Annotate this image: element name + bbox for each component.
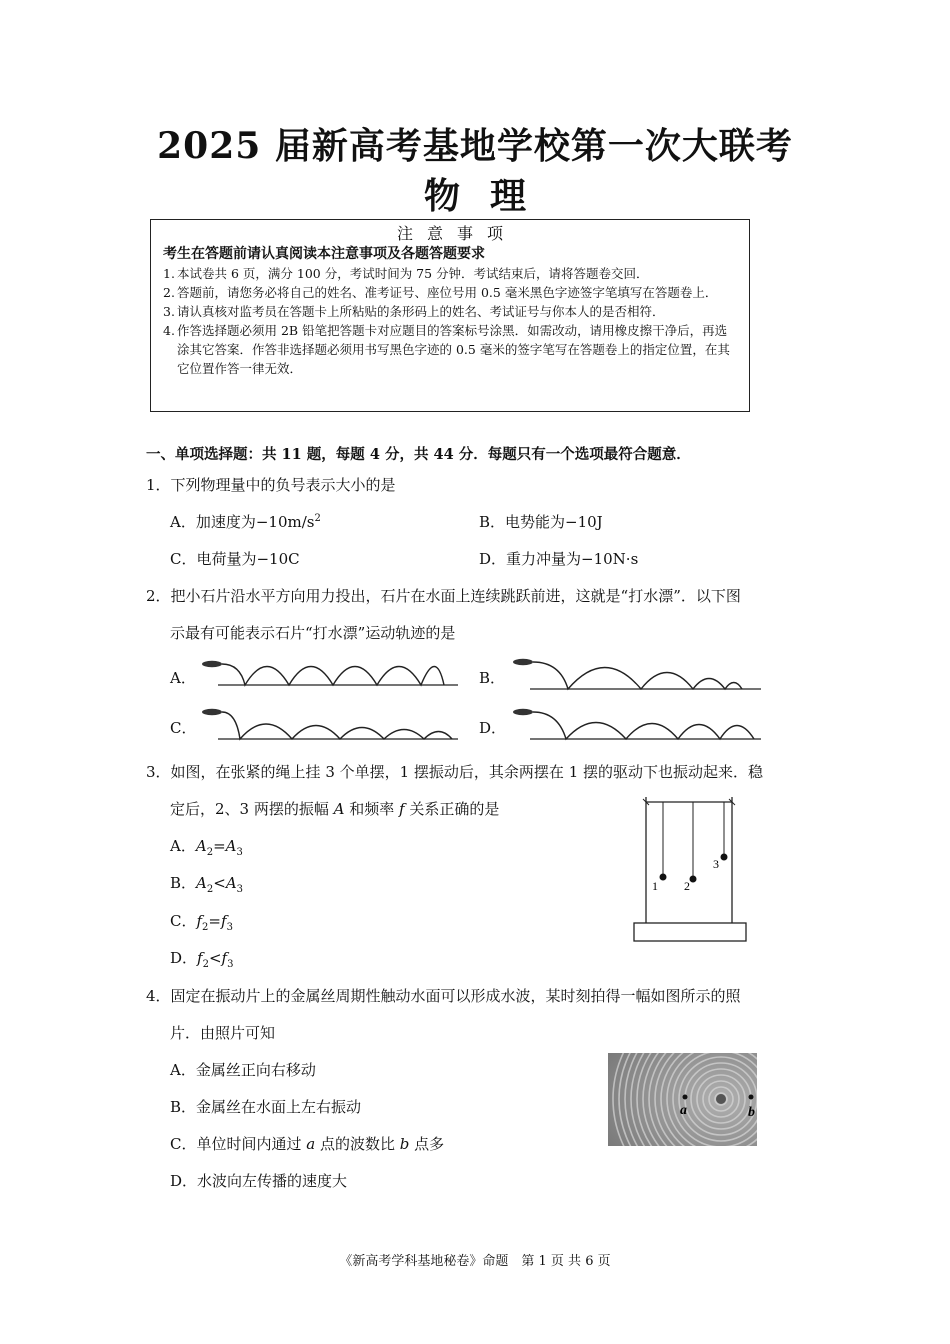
variable: A <box>333 800 345 818</box>
question-3-option-b <box>170 872 243 895</box>
question-3-option-d <box>170 947 233 970</box>
question-1-option-c: C．电荷量为−10C <box>170 550 300 568</box>
trajectory-diagram-d <box>508 706 763 742</box>
operator: = <box>208 912 221 930</box>
notice-item-number: 1. <box>163 266 175 281</box>
option-label: C． <box>170 912 197 930</box>
question-2-option-c: C． <box>170 719 197 737</box>
page-title: 2025 届新高考基地学校第一次大联考 <box>157 125 793 167</box>
stem-text: 关系正确的是 <box>404 800 500 818</box>
question-4-option-d: D．水波向左传播的速度大 <box>170 1172 348 1190</box>
subscript: 2 <box>206 884 214 895</box>
question-2-option-a: A． <box>170 669 196 687</box>
notice-heading: 注意事项 <box>396 224 517 243</box>
subscript: 3 <box>226 922 233 933</box>
question-2-option-d: D． <box>479 719 507 737</box>
question-3-option-c <box>170 910 233 933</box>
pendulum-diagram <box>630 797 755 945</box>
notice-item-number: 4. <box>163 323 175 338</box>
point-label-b: b <box>748 1105 755 1120</box>
notice-box <box>150 219 750 412</box>
notice-item-text: 作答选择题必须用 2B 铅笔把答题卡对应题目的答案标号涂黑．如需改动，请用橡皮擦干净后，再选涂其它答案．作答非选择题必须用书写黑色字迹的 0.5 毫米的签字笔写在答题卷上的指定位置，在其它位置作答一律无效． <box>177 323 730 376</box>
notice-item <box>163 302 737 321</box>
water-wave-photo <box>608 1053 757 1146</box>
option-label: D． <box>170 949 198 967</box>
subscript: 3 <box>227 959 234 970</box>
variable: b <box>399 1135 410 1153</box>
question-4-stem-line2: 片．由照片可知 <box>170 1024 276 1042</box>
option-text: 点多 <box>409 1135 445 1153</box>
option-label: A． <box>170 837 196 855</box>
variable: f <box>197 949 203 967</box>
subscript: 2 <box>202 959 209 970</box>
pendulum-label-2: 2 <box>684 879 690 893</box>
question-3-stem-line2 <box>170 798 499 819</box>
notice-item-number: 3. <box>163 304 175 319</box>
question-2-stem-line2: 示最有可能表示石片“打水漂”运动轨迹的是 <box>170 624 456 642</box>
trajectory-diagram-a <box>200 656 460 690</box>
section-heading: 一、单项选择题：共 11 题，每题 4 分，共 44 分．每题只有一个选项最符合题意． <box>146 446 691 463</box>
question-1-option-a <box>170 511 321 532</box>
question-4-stem-line1: 4．固定在振动片上的金属丝周期性触动水面可以形成水波，某时刻拍得一幅如图所示的照 <box>146 987 741 1005</box>
notice-item <box>163 283 737 302</box>
variable: A <box>196 874 207 892</box>
subscript: 3 <box>236 847 243 858</box>
notice-subheading: 考生在答题前请认真阅读本注意事项及各题答题要求 <box>163 246 485 262</box>
variable: a <box>306 1135 316 1153</box>
operator: < <box>208 949 222 967</box>
stem-text: 和频率 <box>344 800 400 818</box>
point-label-a: a <box>680 1103 687 1118</box>
notice-item-text: 答题前，请您务必将自己的姓名、准考证号、座位号用 0.5 毫米黑色字迹签字笔填写在答题卷上． <box>177 285 718 300</box>
option-text: 点的波数比 <box>315 1135 400 1153</box>
variable: A <box>195 837 207 855</box>
option-text: C．单位时间内通过 <box>170 1135 307 1153</box>
operator: < <box>213 874 226 892</box>
variable: f <box>221 912 227 930</box>
stem-text: 定后，2、3 两摆的振幅 <box>170 800 334 818</box>
question-1-option-b: B．电势能为−10J <box>479 513 603 531</box>
option-label: B． <box>170 874 197 892</box>
operator: = <box>213 837 226 855</box>
question-3-stem-line1: 3．如图，在张紧的绳上挂 3 个单摆，1 摆振动后，其余两摆在 1 摆的驱动下也振动起来．稳 <box>146 763 764 781</box>
notice-item-text: 本试卷共 6 页，满分 100 分，考试时间为 75 分钟．考试结束后，请将答题卷交回． <box>177 266 649 281</box>
question-1-stem: 1．下列物理量中的负号表示大小的是 <box>146 476 396 494</box>
variable: A <box>225 874 237 892</box>
superscript: 2 <box>314 513 321 524</box>
subscript: 2 <box>202 922 209 933</box>
subscript: 3 <box>236 884 244 895</box>
question-4-option-c <box>170 1133 444 1154</box>
trajectory-diagram-b <box>508 656 763 692</box>
subject-title: 物理 <box>423 175 556 217</box>
question-2-option-b: B． <box>479 669 506 687</box>
notice-item <box>163 321 737 378</box>
question-2-stem-line1: 2．把小石片沿水平方向用力投出，石片在水面上连续跳跃前进，这就是“打水漂”．以下图 <box>146 587 741 605</box>
question-4-option-b: B．金属丝在水面上左右振动 <box>170 1098 362 1116</box>
trajectory-diagram-c <box>200 706 460 742</box>
question-1-option-d: D．重力冲量为−10N·s <box>479 550 639 568</box>
notice-item <box>163 264 737 283</box>
option-text: A．加速度为−10m/s <box>170 513 315 531</box>
variable: A <box>225 837 237 855</box>
variable: f <box>221 949 228 967</box>
subscript: 2 <box>206 847 214 858</box>
notice-item-number: 2. <box>163 285 175 300</box>
notice-item-text: 请认真核对监考员在答题卡上所粘贴的条形码上的姓名、考试证号与你本人的是否相符． <box>177 304 665 319</box>
variable: f <box>196 912 203 930</box>
pendulum-label-1: 1 <box>652 879 658 893</box>
pendulum-label-3: 3 <box>713 857 719 871</box>
page-footer: 《新高考学科基地秘卷》命题 第 1 页 共 6 页 <box>339 1254 611 1269</box>
question-3-option-a <box>170 835 243 858</box>
question-4-option-a: A．金属丝正向右移动 <box>170 1061 316 1079</box>
variable: f <box>399 800 405 818</box>
